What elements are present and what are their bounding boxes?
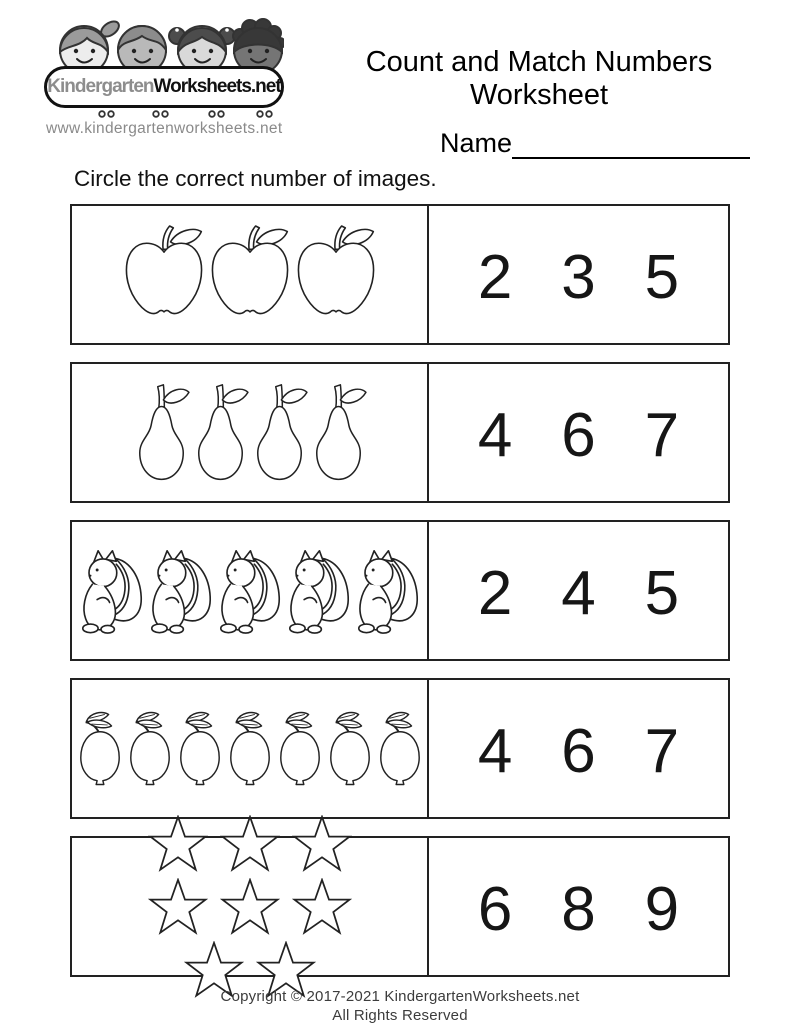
numbers-cell [429,838,728,975]
number-option-4[interactable]: 4 [477,400,513,470]
name-input-line[interactable] [512,129,750,159]
worksheet-row-2 [70,362,730,503]
star-icon [292,815,352,872]
image-cell [72,680,429,817]
number-option-9[interactable]: 9 [644,874,680,944]
lemon-icon [326,710,374,788]
number-option-4[interactable]: 4 [477,716,513,786]
logo [44,14,284,124]
worksheet-row-3 [70,520,730,661]
worksheet-row-5 [70,836,730,977]
apple-icon [208,221,292,329]
number-option-6[interactable]: 6 [561,716,596,786]
number-option-2[interactable]: 2 [477,558,513,628]
worksheet-row-1 [70,204,730,345]
numbers-cell [429,522,728,659]
squirrel-icon [285,547,352,635]
image-cell [72,522,429,659]
name-label: Name [440,128,513,158]
number-option-6[interactable]: 6 [561,400,596,470]
name-row [440,128,750,159]
lemon-icon [376,710,424,788]
number-option-6[interactable]: 6 [477,874,513,944]
numbers-cell [429,680,728,817]
apple-icon [122,221,206,329]
instruction-text: Circle the correct number of images. [74,166,437,191]
image-cell [72,838,429,975]
brand-text-gray: Kindergarten [47,76,154,97]
squirrel-icon [147,547,214,635]
image-cell [72,364,429,501]
numbers-cell [429,364,728,501]
number-option-4[interactable]: 4 [561,558,596,628]
site-url: www.kindergartenworksheets.net [46,120,283,137]
apple-icon [294,221,378,329]
number-option-5[interactable]: 5 [644,558,680,628]
pear-icon [133,381,190,485]
footer-copyright: Copyright © 2017-2021 KindergartenWorksheets.net [220,988,580,1005]
number-option-3[interactable]: 3 [561,242,596,312]
lemon-icon [276,710,324,788]
brand-banner [44,66,284,108]
number-option-8[interactable]: 8 [561,874,596,944]
brand-text-black: Worksheets.net [153,76,281,97]
star-icon [220,815,280,872]
star-icon [292,878,352,935]
squirrel-icon [216,547,283,635]
worksheet-rows [70,204,730,994]
numbers-cell [429,206,728,343]
number-option-5[interactable]: 5 [644,242,680,312]
lemon-icon [226,710,274,788]
number-option-7[interactable]: 7 [644,400,680,470]
pear-icon [251,381,308,485]
image-cell [72,206,429,343]
pear-icon [192,381,249,485]
star-icon [148,815,208,872]
lemon-icon [76,710,124,788]
number-option-7[interactable]: 7 [644,716,680,786]
squirrel-icon [354,547,421,635]
squirrel-icon [78,547,145,635]
worksheet-row-4 [70,678,730,819]
lemon-icon [126,710,174,788]
lemon-icon [176,710,224,788]
footer-rights: All Rights Reserved [332,1007,468,1024]
star-icon [148,878,208,935]
star-icon [220,878,280,935]
page-title: Count and Match Numbers Worksheet [365,46,713,111]
number-option-2[interactable]: 2 [477,242,513,312]
pear-icon [310,381,367,485]
footer [0,987,800,1025]
